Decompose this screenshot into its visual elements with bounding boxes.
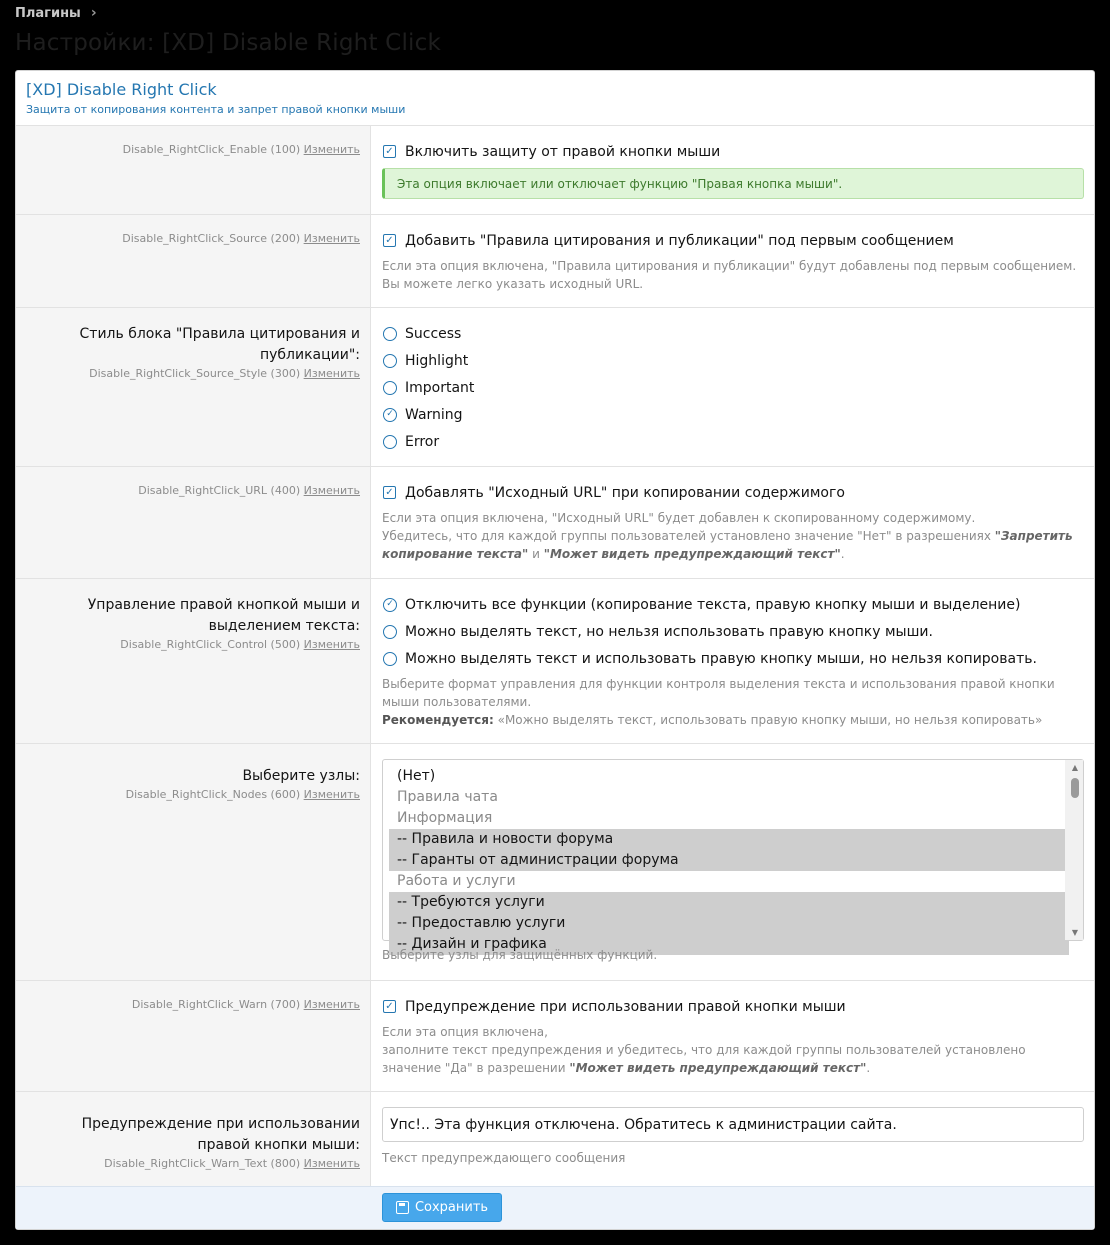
radio-label: Success [405,325,462,342]
radio-icon[interactable] [383,435,397,449]
warn-checkbox-row[interactable] [382,993,1084,1020]
option-key [26,787,360,802]
list-item[interactable]: Правила чата [397,789,498,805]
radio-disable-all[interactable] [382,591,1084,618]
chevron-right-icon: › [90,5,97,21]
edit-link[interactable]: Изменить [303,484,360,497]
option-title: Стиль блока "Правила цитирования и публикации": [79,326,360,363]
radio-icon[interactable] [383,652,397,666]
block-header [16,71,1094,126]
url-checkbox-row[interactable] [382,479,1084,506]
form-footer [16,1186,1094,1229]
list-item[interactable]: -- Гаранты от администрации форума [389,850,1069,871]
option-row-nodes [16,744,1094,981]
option-row-enable [16,126,1094,215]
checkbox-checked-icon[interactable]: ✓ [383,1000,396,1013]
save-button-label: Сохранить [414,1200,489,1215]
checkbox-checked-icon[interactable]: ✓ [383,486,396,499]
url-hint [382,509,1084,563]
option-control [382,1092,1084,1188]
recommended-value: «Можно выделять текст, использовать правую кнопку мыши, но нельзя копировать» [493,713,1043,727]
edit-link[interactable]: Изменить [303,1157,360,1170]
radio-error[interactable] [382,428,1084,455]
radio-label: Error [405,433,440,450]
list-item[interactable]: Информация [397,810,493,826]
radio-select-rightclick-no-copy[interactable] [382,645,1084,672]
option-key-text: Disable_RightClick_Source (200) [122,232,301,245]
radio-label: Можно выделять текст и использовать правую кнопку мыши, но нельзя копировать. [405,650,1037,667]
scroll-up-icon[interactable]: ▲ [1071,763,1078,772]
radio-success[interactable] [382,320,1084,347]
warn-checkbox-label: Предупреждение при использовании правой кнопки мыши [405,998,846,1015]
radio-checked-icon[interactable]: ✓ [383,408,397,422]
enable-notice: Эта опция включает или отключает функцию "Правая кнопка мыши". [382,168,1084,199]
block-description: Защита от копирования контента и запрет правой кнопки мыши [26,103,406,116]
option-key [26,997,360,1012]
recommended-label: Рекомендуется: [382,713,494,727]
radio-icon[interactable] [383,381,397,395]
option-row-source-style [16,308,1094,467]
option-label [16,467,371,578]
list-item[interactable]: -- Предоставлю услуги [389,913,1069,934]
nodes-multiselect[interactable] [382,759,1084,952]
option-key [26,1156,360,1171]
option-control [382,579,1084,743]
source-hint: Если эта опция включена, "Правила цитирования и публикации" будут добавлены под первым сообщением. Вы можете легко указать исходный URL. [382,259,1077,291]
radio-label: Отключить все функции (копирование текста, правую кнопку мыши и выделение) [405,596,1021,613]
url-hint-and: и [528,547,544,561]
edit-link[interactable]: Изменить [303,143,360,156]
warn-hint [382,1023,1084,1077]
option-label [16,308,371,466]
option-key-text: Disable_RightClick_Warn_Text (800) [104,1157,301,1170]
radio-select-no-rightclick[interactable] [382,618,1084,645]
save-icon [396,1201,409,1214]
option-label [16,215,371,307]
edit-link[interactable]: Изменить [303,367,360,380]
option-title: Выберите узлы: [242,768,360,784]
option-control [382,744,1084,980]
warn-hint-line1: Если эта опция включена, [382,1025,548,1039]
option-row-warn [16,981,1094,1092]
radio-warning[interactable] [382,401,1084,428]
list-item[interactable]: -- Правила и новости форума [389,829,1069,850]
warn-text-hint: Текст предупреждающего сообщения [382,1151,626,1165]
option-label [16,579,371,743]
url-checkbox-label: Добавлять "Исходный URL" при копировании содержимого [405,484,845,501]
option-control [382,308,1084,466]
nodes-list [383,760,1083,955]
option-title: Управление правой кнопкой мыши и выделением текста: [87,597,360,634]
option-control [382,215,1084,307]
option-key [26,637,360,652]
url-hint-end: . [840,547,845,561]
option-label [16,1092,371,1188]
option-title: Предупреждение при использовании правой кнопки мыши: [81,1116,360,1153]
scrollbar[interactable] [1065,760,1083,940]
source-checkbox-row[interactable] [382,227,1084,254]
warn-hint-em: "Может видеть предупреждающий текст" [569,1061,867,1075]
option-key-text: Disable_RightClick_Source_Style (300) [89,367,301,380]
radio-icon[interactable] [383,625,397,639]
list-item[interactable]: Работа и услуги [397,873,516,889]
save-button[interactable] [382,1193,502,1222]
option-key [26,142,360,157]
radio-label: Можно выделять текст, но нельзя использовать правую кнопку мыши. [405,623,933,640]
url-hint-line1: Если эта опция включена, "Исходный URL" будет добавлен к скопированному содержимому. [382,511,976,525]
block-title: [XD] Disable Right Click [26,80,217,99]
nodes-hint: Выберите узлы для защищённых функций. [382,948,658,962]
control-hint-text: Выберите формат управления для функции контроля выделения текста и использования правой кнопки мыши пользователями. [382,677,1055,709]
radio-label: Highlight [405,352,469,369]
option-row-warn-text [16,1092,1094,1188]
breadcrumb-item-plugins[interactable]: Плагины [15,5,81,21]
option-row-url [16,467,1094,579]
radio-icon[interactable] [383,327,397,341]
scroll-down-icon[interactable]: ▼ [1071,928,1078,937]
option-label [16,126,371,214]
scrollbar-thumb[interactable] [1071,778,1079,798]
edit-link[interactable]: Изменить [303,232,360,245]
radio-highlight[interactable] [382,347,1084,374]
option-key-text: Disable_RightClick_Warn (700) [131,998,301,1011]
url-hint-em1: "Запретить копирование текста" [382,529,1073,561]
source-checkbox-label: Добавить "Правила цитирования и публикации" под первым сообщением [405,232,954,249]
breadcrumb [15,4,97,22]
option-control [382,981,1084,1091]
option-key-text: Disable_RightClick_URL (400) [138,484,301,497]
option-control [382,126,1084,214]
option-key-text: Disable_RightClick_Control (500) [120,638,301,651]
enable-checkbox-label: Включить защиту от правой кнопки мыши [405,143,721,160]
options-block [15,70,1095,1230]
option-key-text: Disable_RightClick_Enable (100) [122,143,301,156]
option-key [26,366,360,381]
list-item[interactable]: -- Дизайн и графика [389,934,1069,955]
option-key [26,483,360,498]
option-label [16,744,371,980]
control-hint [382,675,1084,729]
url-hint-line2: Убедитесь, что для каждой группы пользователей установлено значение "Нет" в разрешениях [382,529,995,543]
radio-label: Warning [405,406,463,423]
option-key-text: Disable_RightClick_Nodes (600) [125,788,301,801]
checkbox-checked-icon[interactable]: ✓ [383,145,396,158]
page-title: Настройки: [XD] Disable Right Click [15,30,441,56]
warn-text-input[interactable] [382,1107,1084,1142]
list-item[interactable]: (Нет) [397,768,436,784]
checkbox-checked-icon[interactable]: ✓ [383,234,396,247]
option-control [382,467,1084,578]
warn-hint-end: . [866,1061,871,1075]
radio-label: Important [405,379,475,396]
enable-checkbox-row[interactable] [382,138,1084,165]
edit-link[interactable]: Изменить [303,998,360,1011]
radio-checked-icon[interactable]: ✓ [383,598,397,612]
radio-important[interactable] [382,374,1084,401]
option-row-source [16,215,1094,308]
option-key [26,231,360,246]
edit-link[interactable]: Изменить [303,638,360,651]
warn-hint-line2: заполните текст предупреждения и убедитесь, что для каждой группы пользователей установлено значение "Да" в разрешении [382,1043,1026,1075]
url-hint-em2: "Может видеть предупреждающий текст" [543,547,841,561]
option-row-control [16,579,1094,744]
option-label [16,981,371,1091]
list-item[interactable]: -- Требуются услуги [389,892,1069,913]
radio-icon[interactable] [383,354,397,368]
edit-link[interactable]: Изменить [303,788,360,801]
